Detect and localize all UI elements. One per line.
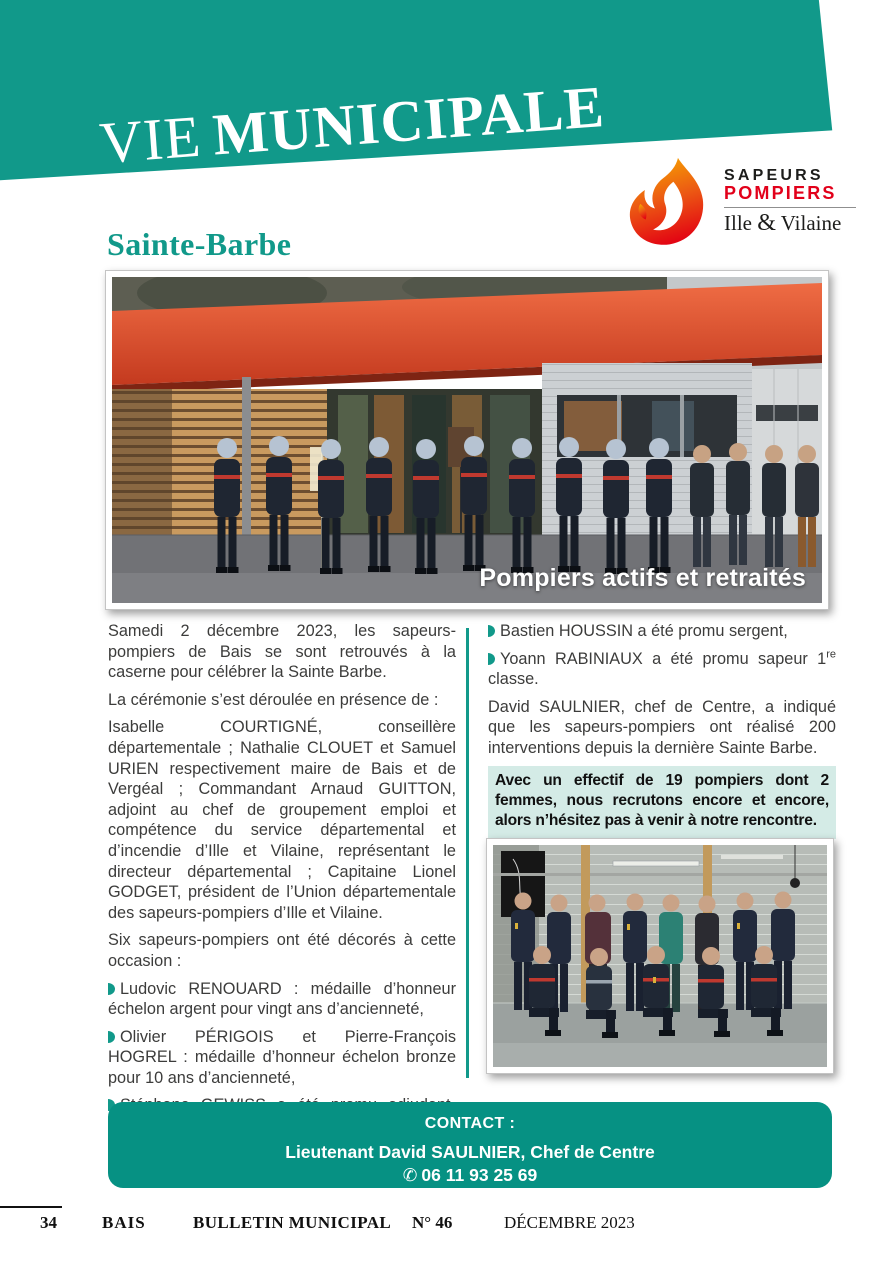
footer-date: DÉCEMBRE 2023 <box>504 1213 635 1232</box>
section-title-word2: MUNICIPALE <box>210 73 607 168</box>
list-item <box>108 1027 456 1089</box>
section-title-word1: VIE <box>97 102 204 176</box>
list-item <box>488 621 836 642</box>
logo-line-pompiers: POMPIERS <box>724 183 837 204</box>
recruitment-highlight: Avec un effectif de 19 pompiers dont 2 femmes, nous recrutons encore et encore, alors n’hésitez pas à venir à notre rencontre. <box>488 766 836 839</box>
photo-firefighters-lineup <box>105 270 829 610</box>
paragraph: Isabelle COURTIGNÉ, conseillère départementale ; Nathalie CLOUET et Samuel URIEN respectivement maire de Bais et de Vergéal ; Commandant Arnaud GUITTON, adjoint au chef de groupement emploi et compétence du service départemental et d’incendie d’Ille et Vilaine, représentant le directeur départemental ; Capitaine Lionel GODGET, président de l’Union départementale des sapeurs-pompiers d’Ille et Vilaine. <box>108 718 456 922</box>
bullet-icon <box>108 1031 115 1043</box>
paragraph: La cérémonie s’est déroulée en présence de : <box>108 690 439 709</box>
sdis-logo <box>620 156 856 248</box>
column-right <box>488 621 836 846</box>
article-title: Sainte-Barbe <box>107 226 292 263</box>
contact-phone <box>108 1165 832 1186</box>
contact-label: CONTACT : <box>424 1115 516 1132</box>
column-left <box>108 621 456 1144</box>
phone-number: 06 11 93 25 69 <box>421 1165 538 1185</box>
list-item <box>108 979 456 1020</box>
footer-bulletin: BULLETIN MUNICIPAL <box>193 1213 392 1232</box>
paragraph: David SAULNIER, chef de Centre, a indiqué que les sapeurs-pompiers ont réalisé 200 interventions depuis la dernière Sainte Barbe. <box>488 697 836 757</box>
column-divider <box>466 628 469 1078</box>
list-item-text: Olivier PÉRIGOIS et Pierre-François HOGREL : médaille d’honneur échelon bronze pour 10 ans d’ancienneté, <box>108 1027 456 1087</box>
sdis-logo-text <box>724 168 856 237</box>
footer-rule <box>0 1206 62 1208</box>
list-item-text: Yoann RABINIAUX a été promu sapeur 1 <box>500 649 827 668</box>
logo-line-sapeurs: SAPEURS <box>724 166 824 184</box>
superscript: re <box>826 648 836 661</box>
contact-person: Lieutenant David SAULNIER, Chef de Centre <box>285 1142 655 1162</box>
footer-issue: N° 46 <box>412 1213 453 1232</box>
photo-group-medals-image <box>493 845 827 1067</box>
logo-divider <box>724 207 856 208</box>
list-item-text: Ludovic RENOUARD : médaille d’honneur échelon argent pour vingt ans d’ancienneté, <box>108 979 456 1019</box>
list-item-text: classe. <box>488 670 539 689</box>
bullet-icon <box>488 653 495 665</box>
logo-line-region: Ille & Vilaine <box>724 210 842 237</box>
footer-town: BAIS <box>102 1213 146 1232</box>
flame-icon <box>620 156 712 248</box>
photo-caption: Pompiers actifs et retraités <box>479 564 806 592</box>
bullet-icon <box>488 625 495 637</box>
photo-firefighters-lineup-image <box>112 277 822 603</box>
contact-box <box>108 1102 832 1188</box>
list-item-text: Bastien HOUSSIN a été promu sergent, <box>500 622 788 640</box>
phone-icon: ✆ <box>402 1165 418 1185</box>
paragraph: Six sapeurs-pompiers ont été décorés à cette occasion : <box>108 931 456 970</box>
paragraph: Samedi 2 décembre 2023, les sapeurs-pompiers de Bais se sont retrouvés à la caserne pour célébrer la Sainte Barbe. <box>108 622 456 682</box>
photo-group-medals <box>486 838 834 1074</box>
list-item <box>488 649 836 690</box>
footer-page-number: 34 <box>40 1213 57 1232</box>
bullet-icon <box>108 983 115 995</box>
